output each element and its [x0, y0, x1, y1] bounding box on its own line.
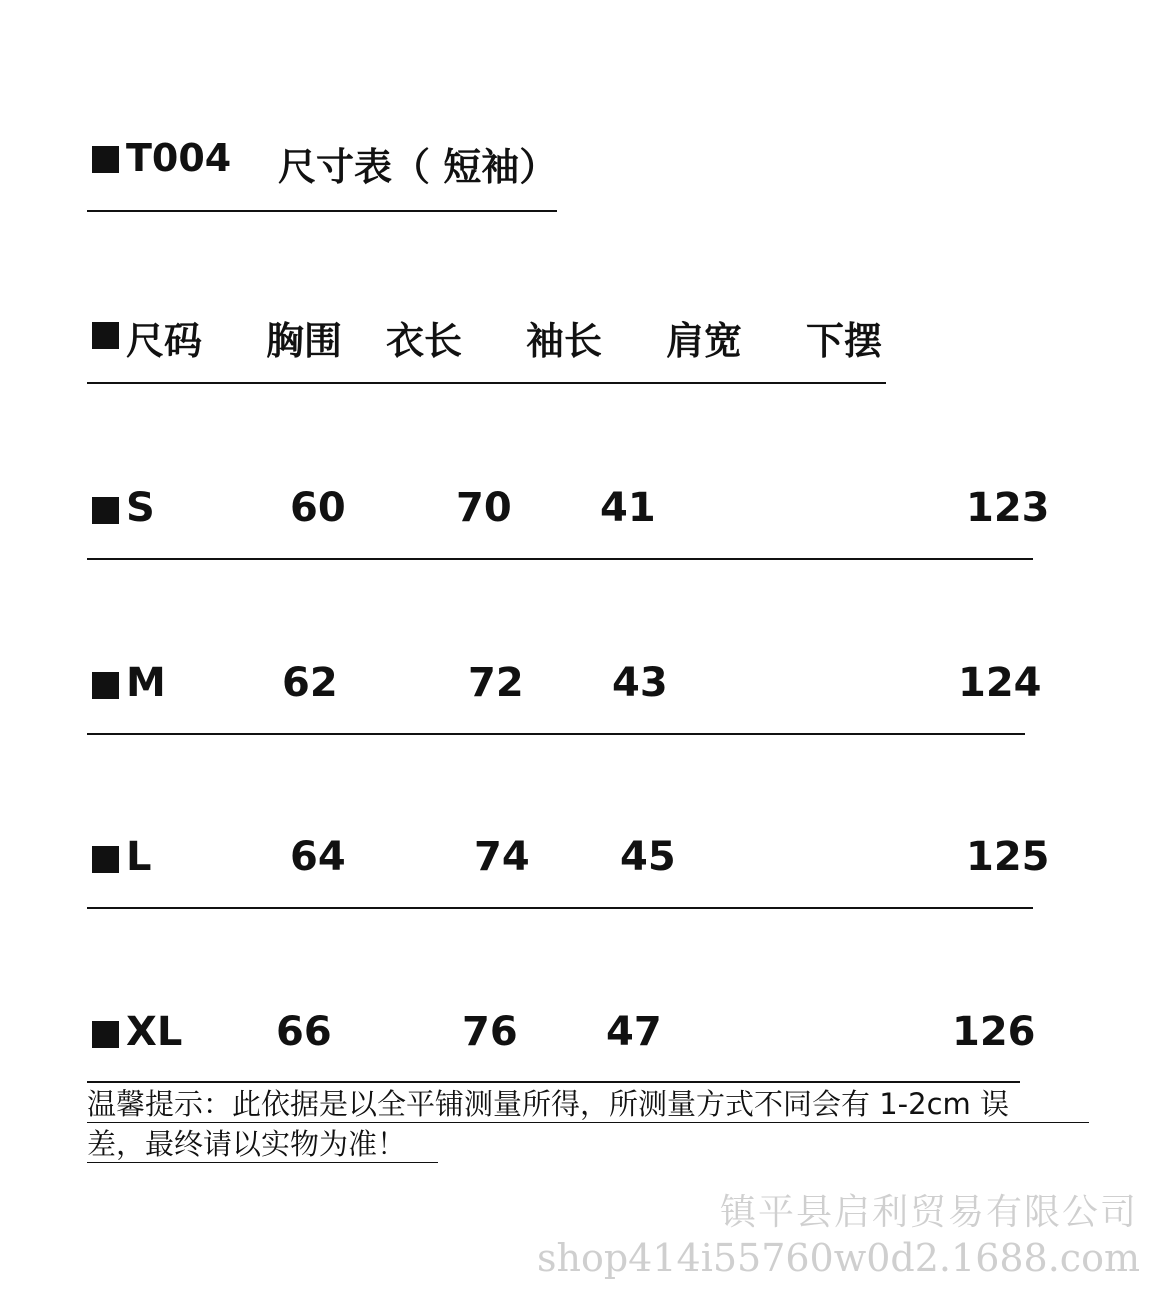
table-header: [92, 310, 892, 364]
square-bullet-icon: [92, 1021, 119, 1048]
row-divider: [87, 558, 1033, 560]
note-underline-2: [87, 1162, 438, 1163]
length-cell: 76: [462, 1009, 518, 1055]
header-hem: 下摆: [806, 319, 883, 363]
table-row: [92, 834, 1050, 888]
title-row: [92, 136, 572, 189]
title-divider: [87, 210, 557, 212]
size-cell: M: [126, 660, 166, 706]
header-divider: [87, 382, 886, 384]
title-label: 尺寸表（ 短袖）: [278, 145, 558, 189]
square-bullet-icon: [92, 497, 119, 524]
note-underline-1: [87, 1122, 1089, 1123]
length-cell: 72: [468, 660, 524, 706]
chest-cell: 64: [290, 834, 346, 880]
chest-cell: 60: [290, 485, 346, 531]
watermark-url: shop414i55760w0d2.1688.com: [536, 1236, 1140, 1280]
header-shoulder: 肩宽: [666, 319, 743, 363]
watermark-company: 镇平县启利贸易有限公司: [719, 1192, 1138, 1233]
square-bullet-icon: [92, 846, 119, 873]
row-divider: [87, 733, 1025, 735]
header-chest: 胸围: [266, 319, 343, 363]
title-code: T004: [126, 136, 232, 180]
note-line-2: 差，最终请以实物为准！: [87, 1127, 407, 1161]
size-cell: L: [126, 834, 152, 880]
row-divider: [87, 907, 1033, 909]
table-row: [92, 1009, 1042, 1063]
square-bullet-icon: [92, 322, 119, 349]
header-length: 衣长: [386, 319, 463, 363]
header-size: 尺码: [126, 319, 203, 363]
square-bullet-icon: [92, 146, 119, 173]
length-cell: 74: [474, 834, 530, 880]
sleeve-cell: 41: [600, 485, 656, 531]
row-divider: [87, 1081, 1020, 1083]
sleeve-cell: 43: [612, 660, 668, 706]
note-line-1: 温馨提示：此依据是以全平铺测量所得，所测量方式不同会有 1-2cm 误: [87, 1087, 1009, 1121]
hem-cell: 124: [958, 660, 1042, 706]
hem-cell: 123: [966, 485, 1050, 531]
hem-cell: 126: [952, 1009, 1036, 1055]
size-cell: S: [126, 485, 155, 531]
square-bullet-icon: [92, 672, 119, 699]
chest-cell: 62: [282, 660, 338, 706]
table-row: [92, 485, 1050, 539]
chest-cell: 66: [276, 1009, 332, 1055]
hem-cell: 125: [966, 834, 1050, 880]
sleeve-cell: 47: [606, 1009, 662, 1055]
length-cell: 70: [456, 485, 512, 531]
sleeve-cell: 45: [620, 834, 676, 880]
table-row: [92, 660, 1042, 714]
size-cell: XL: [126, 1009, 183, 1055]
header-sleeve: 袖长: [526, 319, 603, 363]
